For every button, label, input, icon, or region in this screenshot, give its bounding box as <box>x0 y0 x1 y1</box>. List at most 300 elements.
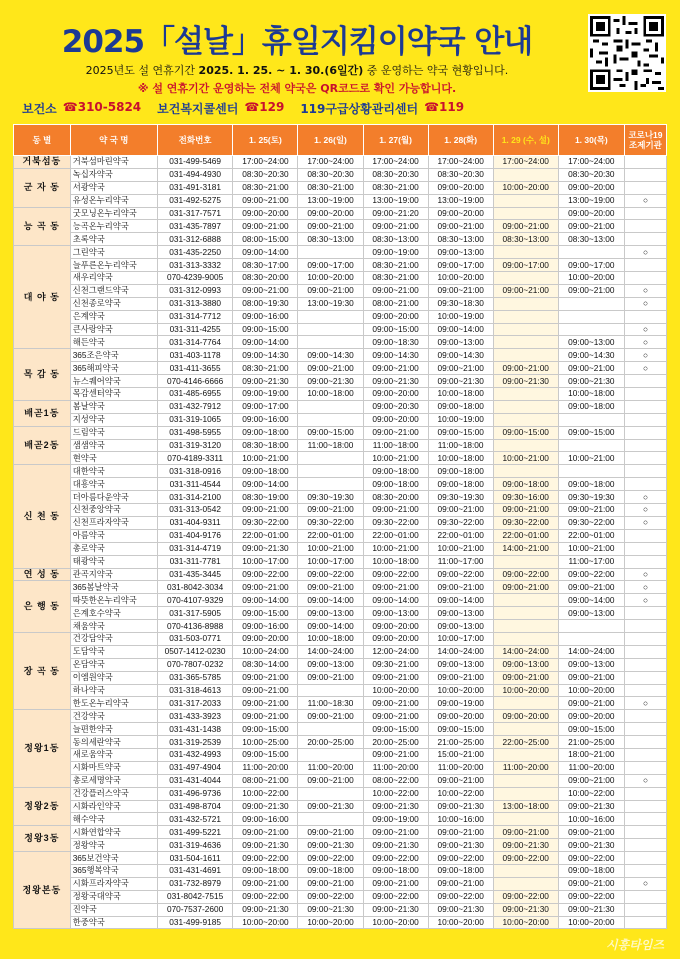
jan25-cell: 08:00~15:00 <box>233 233 298 246</box>
jan29-cell: 10:00~20:00 <box>493 684 558 697</box>
jan25-cell: 09:00~21:30 <box>233 839 298 852</box>
table-row <box>14 852 667 865</box>
phone-cell[interactable]: 031-498-5955 <box>157 426 233 439</box>
dong-cell: 은 행 동 <box>14 581 71 633</box>
jan30-cell <box>558 413 624 426</box>
contact-tel-119[interactable]: ☎119 <box>424 100 465 114</box>
table-row <box>14 710 667 723</box>
phone-cell[interactable]: 031-492-5275 <box>157 194 233 207</box>
jan30-cell: 09:00~21:00 <box>558 581 624 594</box>
phone-cell[interactable]: 031-432-4993 <box>157 748 233 761</box>
phone-cell[interactable]: 031-319-4636 <box>157 839 233 852</box>
jan30-cell: 09:00~20:00 <box>558 207 624 220</box>
covid-cell <box>624 400 666 413</box>
jan28-cell: 10:00~21:00 <box>428 542 493 555</box>
jan29-cell <box>493 877 558 890</box>
jan27-cell: 09:00~21:00 <box>363 581 428 594</box>
jan25-cell: 10:00~21:00 <box>233 452 298 465</box>
phone-cell[interactable]: 031-431-4044 <box>157 774 233 787</box>
jan30-cell: 10:00~20:00 <box>558 916 624 929</box>
table-row <box>14 426 667 439</box>
header-jan29: 1. 29 (수, 설) <box>493 125 558 156</box>
jan27-cell: 09:00~21:00 <box>363 426 428 439</box>
phone-cell[interactable]: 031-317-5905 <box>157 607 233 620</box>
jan28-cell: 09:00~21:00 <box>428 220 493 233</box>
jan28-cell: 09:00~21:00 <box>428 581 493 594</box>
phone-cell[interactable]: 031-499-5469 <box>157 156 233 169</box>
jan29-cell: 14:00~21:00 <box>493 542 558 555</box>
jan30-cell: 10:00~16:00 <box>558 813 624 826</box>
jan27-cell: 09:00~20:00 <box>363 310 428 323</box>
table-row <box>14 555 667 568</box>
jan30-cell <box>558 323 624 336</box>
jan28-cell: 09:00~19:00 <box>428 697 493 710</box>
jan29-cell: 09:00~21:00 <box>493 284 558 297</box>
jan28-cell: 09:00~18:00 <box>428 400 493 413</box>
jan26-cell: 09:00~13:00 <box>298 658 363 671</box>
pharmacy-name-cell: 뉴스퀘어약국 <box>70 375 157 388</box>
jan25-cell: 09:00~14:00 <box>233 336 298 349</box>
table-header <box>14 125 667 156</box>
jan28-cell: 09:00~21:30 <box>428 839 493 852</box>
jan25-cell: 09:00~21:00 <box>233 697 298 710</box>
subtitle-period: 2025. 1. 25. ~ 1. 30.(6일간) <box>198 64 364 77</box>
pharmacy-name-cell: 초록약국 <box>70 233 157 246</box>
jan30-cell: 09:00~21:00 <box>558 504 624 517</box>
covid-cell <box>624 761 666 774</box>
pharmacy-name-cell: 365조은약국 <box>70 349 157 362</box>
phone-cell[interactable]: 031-312-6888 <box>157 233 233 246</box>
table-row <box>14 336 667 349</box>
jan28-cell: 09:30~19:30 <box>428 491 493 504</box>
jan29-cell <box>493 787 558 800</box>
table-row <box>14 220 667 233</box>
jan28-cell: 09:00~14:00 <box>428 594 493 607</box>
jan29-cell <box>493 388 558 401</box>
pharmacy-name-cell: 365해피약국 <box>70 362 157 375</box>
table-row <box>14 439 667 452</box>
covid-cell <box>624 542 666 555</box>
jan28-cell: 13:00~19:00 <box>428 194 493 207</box>
jan26-cell: 09:00~21:00 <box>298 774 363 787</box>
jan30-cell: 09:00~18:00 <box>558 864 624 877</box>
phone-cell[interactable]: 031-503-0771 <box>157 632 233 645</box>
phone-cell[interactable]: 031-435-7897 <box>157 220 233 233</box>
jan30-cell: 21:00~25:00 <box>558 736 624 749</box>
contact-tel-welfare-call[interactable]: ☎129 <box>244 100 285 114</box>
phone-cell[interactable]: 031-8042-7515 <box>157 890 233 903</box>
covid-cell <box>624 452 666 465</box>
covid-cell: ○ <box>624 246 666 259</box>
phone-cell[interactable]: 031-497-4904 <box>157 761 233 774</box>
page-title: 2025「설날」휴일지킴이약국 안내 <box>61 24 533 60</box>
jan27-cell: 09:00~18:00 <box>363 864 428 877</box>
jan25-cell: 09:00~15:00 <box>233 323 298 336</box>
jan28-cell: 09:30~18:30 <box>428 297 493 310</box>
jan28-cell: 10:00~19:00 <box>428 310 493 323</box>
jan26-cell: 09:00~21:00 <box>298 826 363 839</box>
jan30-cell: 10:00~22:00 <box>558 787 624 800</box>
dong-cell: 정왕3동 <box>14 826 71 852</box>
table-row <box>14 168 667 181</box>
jan28-cell: 09:00~21:30 <box>428 903 493 916</box>
jan26-cell: 09:30~19:30 <box>298 491 363 504</box>
phone-cell[interactable]: 031-431-1438 <box>157 723 233 736</box>
dong-cell: 거북섬동 <box>14 156 71 169</box>
jan26-cell <box>298 787 363 800</box>
jan27-cell: 09:00~21:00 <box>363 284 428 297</box>
jan27-cell: 10:00~22:00 <box>363 787 428 800</box>
jan25-cell: 09:00~22:00 <box>233 852 298 865</box>
jan30-cell: 09:30~22:00 <box>558 516 624 529</box>
jan26-cell: 11:00~18:00 <box>298 439 363 452</box>
jan26-cell: 11:00~20:00 <box>298 761 363 774</box>
jan29-cell <box>493 413 558 426</box>
jan29-cell <box>493 246 558 259</box>
table-row <box>14 233 667 246</box>
jan28-cell: 09:00~21:30 <box>428 375 493 388</box>
phone-cell[interactable]: 031-319-1065 <box>157 413 233 426</box>
jan26-cell: 09:00~22:00 <box>298 852 363 865</box>
jan30-cell <box>558 439 624 452</box>
jan25-cell: 09:00~20:00 <box>233 207 298 220</box>
jan25-cell: 09:00~21:00 <box>233 684 298 697</box>
phone-cell[interactable]: 070-4189-3311 <box>157 452 233 465</box>
pharmacy-name-cell: 채움약국 <box>70 620 157 633</box>
jan27-cell: 09:00~20:30 <box>363 400 428 413</box>
pharmacy-name-cell: 은계호수약국 <box>70 607 157 620</box>
phone-cell[interactable]: 031-313-0542 <box>157 504 233 517</box>
jan26-cell: 09:00~21:00 <box>298 671 363 684</box>
covid-cell <box>624 748 666 761</box>
table-row <box>14 671 667 684</box>
pharmacy-name-cell: 유성온누리약국 <box>70 194 157 207</box>
jan28-cell: 09:00~14:00 <box>428 323 493 336</box>
covid-cell <box>624 671 666 684</box>
jan26-cell <box>298 452 363 465</box>
table-row <box>14 620 667 633</box>
phone-cell[interactable]: 031-403-1178 <box>157 349 233 362</box>
jan27-cell: 09:30~22:00 <box>363 516 428 529</box>
pharmacy-name-cell: 큰사랑약국 <box>70 323 157 336</box>
jan28-cell: 09:00~20:00 <box>428 207 493 220</box>
pharmacy-name-cell: 대흥약국 <box>70 478 157 491</box>
phone-cell[interactable]: 031-313-3880 <box>157 297 233 310</box>
phone-cell[interactable]: 031-365-5785 <box>157 671 233 684</box>
phone-cell[interactable]: 031-498-8704 <box>157 800 233 813</box>
jan27-cell: 09:00~21:00 <box>363 748 428 761</box>
jan26-cell: 10:00~20:00 <box>298 272 363 285</box>
jan25-cell: 09:00~20:00 <box>233 632 298 645</box>
jan29-cell <box>493 336 558 349</box>
phone-cell[interactable]: 031-311-4544 <box>157 478 233 491</box>
pharmacy-name-cell: 서광약국 <box>70 181 157 194</box>
table-row <box>14 774 667 787</box>
jan25-cell: 09:00~21:00 <box>233 220 298 233</box>
phone-cell[interactable]: 031-317-7571 <box>157 207 233 220</box>
jan27-cell: 11:00~18:00 <box>363 439 428 452</box>
jan25-cell: 09:00~18:00 <box>233 465 298 478</box>
table-row <box>14 362 667 375</box>
table-row <box>14 607 667 620</box>
jan27-cell: 09:30~21:00 <box>363 658 428 671</box>
phone-cell[interactable]: 070-4107-9329 <box>157 594 233 607</box>
jan25-cell: 08:30~19:00 <box>233 491 298 504</box>
jan26-cell: 09:00~18:00 <box>298 864 363 877</box>
pharmacy-name-cell: 정왕국대약국 <box>70 890 157 903</box>
jan27-cell: 09:00~21:00 <box>363 504 428 517</box>
phone-cell[interactable]: 031-318-0916 <box>157 465 233 478</box>
jan27-cell: 09:00~22:00 <box>363 568 428 581</box>
pharmacy-name-cell: 그린약국 <box>70 246 157 259</box>
covid-cell <box>624 658 666 671</box>
phone-cell[interactable]: 031-433-3923 <box>157 710 233 723</box>
jan26-cell: 09:00~14:00 <box>298 620 363 633</box>
jan30-cell: 09:00~22:00 <box>558 890 624 903</box>
phone-cell[interactable]: 031-8042-3034 <box>157 581 233 594</box>
covid-cell <box>624 439 666 452</box>
jan29-cell: 09:00~17:00 <box>493 259 558 272</box>
covid-cell: ○ <box>624 504 666 517</box>
phone-cell[interactable]: 070-7807-0232 <box>157 658 233 671</box>
jan27-cell: 09:00~21:20 <box>363 207 428 220</box>
jan26-cell: 14:00~24:00 <box>298 645 363 658</box>
covid-cell <box>624 903 666 916</box>
jan28-cell: 22:00~01:00 <box>428 529 493 542</box>
phone-cell[interactable]: 031-494-4930 <box>157 168 233 181</box>
jan30-cell: 09:00~22:00 <box>558 852 624 865</box>
jan30-cell: 09:00~21:30 <box>558 800 624 813</box>
jan28-cell: 08:30~13:00 <box>428 233 493 246</box>
table-row <box>14 465 667 478</box>
jan27-cell: 09:00~21:30 <box>363 903 428 916</box>
jan25-cell: 09:00~15:00 <box>233 607 298 620</box>
covid-cell: ○ <box>624 284 666 297</box>
pharmacy-name-cell: 시화연합약국 <box>70 826 157 839</box>
phone-cell[interactable]: 070-4136-8988 <box>157 620 233 633</box>
table-row <box>14 156 667 169</box>
jan29-cell <box>493 439 558 452</box>
jan30-cell: 09:00~20:00 <box>558 181 624 194</box>
jan28-cell: 08:30~20:30 <box>428 168 493 181</box>
jan27-cell: 09:00~14:00 <box>363 594 428 607</box>
jan26-cell: 09:00~22:00 <box>298 890 363 903</box>
jan30-cell: 09:30~19:30 <box>558 491 624 504</box>
pharmacy-name-cell: 더아름다운약국 <box>70 491 157 504</box>
jan29-cell <box>493 697 558 710</box>
phone-cell[interactable]: 031-312-0993 <box>157 284 233 297</box>
jan30-cell: 14:00~24:00 <box>558 645 624 658</box>
jan27-cell: 08:00~22:00 <box>363 774 428 787</box>
jan29-cell: 09:00~22:00 <box>493 568 558 581</box>
covid-cell: ○ <box>624 568 666 581</box>
phone-cell[interactable]: 031-485-6955 <box>157 388 233 401</box>
phone-cell[interactable]: 031-431-4691 <box>157 864 233 877</box>
jan26-cell <box>298 723 363 736</box>
covid-cell: ○ <box>624 516 666 529</box>
jan27-cell: 12:00~24:00 <box>363 645 428 658</box>
phone-cell[interactable]: 031-314-7712 <box>157 310 233 323</box>
jan26-cell: 09:30~22:00 <box>298 516 363 529</box>
pharmacy-name-cell: 샘샘약국 <box>70 439 157 452</box>
phone-cell[interactable]: 031-319-3120 <box>157 439 233 452</box>
jan28-cell: 09:00~13:00 <box>428 246 493 259</box>
header-jan25: 1. 25(토) <box>233 125 298 156</box>
phone-cell[interactable]: 031-404-9311 <box>157 516 233 529</box>
jan25-cell: 08:30~17:00 <box>233 259 298 272</box>
jan25-cell: 10:00~25:00 <box>233 736 298 749</box>
phone-cell[interactable]: 0507-1412-0230 <box>157 645 233 658</box>
watermark-logo: 시흥타임즈 <box>606 938 664 952</box>
jan28-cell: 09:00~15:00 <box>428 723 493 736</box>
jan29-cell: 09:30~16:00 <box>493 491 558 504</box>
table-row <box>14 297 667 310</box>
pharmacy-name-cell: 봄날약국 <box>70 400 157 413</box>
covid-cell <box>624 207 666 220</box>
jan30-cell: 11:00~20:00 <box>558 761 624 774</box>
jan30-cell: 10:00~21:00 <box>558 542 624 555</box>
pharmacy-name-cell: 은계약국 <box>70 310 157 323</box>
phone-cell[interactable]: 031-499-5221 <box>157 826 233 839</box>
jan29-cell: 09:00~21:30 <box>493 375 558 388</box>
covid-cell <box>624 259 666 272</box>
dong-cell: 대 야 동 <box>14 246 71 349</box>
covid-cell: ○ <box>624 336 666 349</box>
jan27-cell: 09:00~13:00 <box>363 607 428 620</box>
jan26-cell: 09:00~21:00 <box>298 220 363 233</box>
pharmacy-name-cell: 건강플러스약국 <box>70 787 157 800</box>
jan30-cell: 09:00~21:00 <box>558 284 624 297</box>
jan29-cell <box>493 207 558 220</box>
jan30-cell <box>558 297 624 310</box>
phone-cell[interactable]: 031-404-9176 <box>157 529 233 542</box>
phone-cell[interactable]: 031-435-2250 <box>157 246 233 259</box>
table-row <box>14 259 667 272</box>
phone-cell[interactable]: 031-318-4613 <box>157 684 233 697</box>
phone-cell[interactable]: 031-313-3332 <box>157 259 233 272</box>
phone-cell[interactable]: 031-432-7912 <box>157 400 233 413</box>
jan25-cell: 08:00~21:00 <box>233 774 298 787</box>
jan28-cell: 17:00~24:00 <box>428 156 493 169</box>
covid-cell <box>624 839 666 852</box>
jan30-cell: 09:00~15:00 <box>558 723 624 736</box>
jan25-cell: 09:00~16:00 <box>233 813 298 826</box>
jan26-cell: 10:00~21:00 <box>298 542 363 555</box>
jan29-cell: 09:00~21:30 <box>493 839 558 852</box>
phone-cell[interactable]: 031-311-7781 <box>157 555 233 568</box>
jan30-cell <box>558 620 624 633</box>
jan28-cell: 09:00~20:00 <box>428 710 493 723</box>
pharmacy-name-cell: 신천그랜드약국 <box>70 284 157 297</box>
jan27-cell: 08:30~21:00 <box>363 272 428 285</box>
contact-name-health-center: 보건소 <box>22 102 57 116</box>
qr-notice: ※ 설 연휴기간 운영하는 전체 약국은 QR코드로 확인 가능합니다. <box>137 82 457 95</box>
covid-cell <box>624 413 666 426</box>
phone-cell[interactable]: 031-435-3445 <box>157 568 233 581</box>
table-body <box>14 156 667 929</box>
jan28-cell: 10:00~18:00 <box>428 452 493 465</box>
covid-cell <box>624 800 666 813</box>
phone-cell[interactable]: 031-491-3181 <box>157 181 233 194</box>
jan27-cell: 08:30~20:00 <box>363 491 428 504</box>
jan26-cell: 09:00~21:00 <box>298 581 363 594</box>
table-row <box>14 310 667 323</box>
table-row <box>14 349 667 362</box>
jan25-cell: 09:00~14:30 <box>233 349 298 362</box>
jan29-cell: 09:00~21:30 <box>493 903 558 916</box>
phone-cell[interactable]: 031-314-4719 <box>157 542 233 555</box>
jan28-cell: 11:00~18:00 <box>428 439 493 452</box>
phone-cell[interactable]: 070-7537-2600 <box>157 903 233 916</box>
phone-cell[interactable]: 031-317-2033 <box>157 697 233 710</box>
phone-cell[interactable]: 031-432-5721 <box>157 813 233 826</box>
jan25-cell: 08:30~14:00 <box>233 658 298 671</box>
jan30-cell: 09:00~13:00 <box>558 658 624 671</box>
phone-cell[interactable]: 070-4239-9005 <box>157 272 233 285</box>
phone-cell[interactable]: 031-499-9185 <box>157 916 233 929</box>
pharmacy-name-cell: 늘푸른온누리약국 <box>70 259 157 272</box>
jan26-cell: 09:00~21:00 <box>298 504 363 517</box>
pharmacy-name-cell: 신천프라자약국 <box>70 516 157 529</box>
phone-cell[interactable]: 031-411-3655 <box>157 362 233 375</box>
jan25-cell: 09:00~21:00 <box>233 710 298 723</box>
dong-cell: 연 성 동 <box>14 568 71 581</box>
phone-cell[interactable]: 031-314-7764 <box>157 336 233 349</box>
phone-cell[interactable]: 031-319-2539 <box>157 736 233 749</box>
covid-cell: ○ <box>624 594 666 607</box>
jan29-cell: 22:00~25:00 <box>493 736 558 749</box>
jan25-cell: 08:30~18:00 <box>233 439 298 452</box>
phone-cell[interactable]: 031-496-9736 <box>157 787 233 800</box>
subtitle-tail: 중 운영하는 약국 현황입니다. <box>363 64 509 77</box>
phone-cell[interactable]: 070-4146-6666 <box>157 375 233 388</box>
pharmacy-schedule-table <box>13 124 667 929</box>
jan30-cell: 09:00~22:00 <box>558 568 624 581</box>
jan28-cell: 10:00~20:00 <box>428 916 493 929</box>
jan27-cell: 09:00~19:00 <box>363 813 428 826</box>
jan30-cell: 17:00~24:00 <box>558 156 624 169</box>
jan26-cell: 09:00~21:00 <box>298 710 363 723</box>
contact-tel-health-center[interactable]: ☎310-5824 <box>62 100 142 114</box>
jan26-cell: 09:00~21:30 <box>298 839 363 852</box>
phone-cell[interactable]: 031-504-1611 <box>157 852 233 865</box>
jan30-cell: 09:00~18:00 <box>558 400 624 413</box>
covid-cell <box>624 388 666 401</box>
jan27-cell: 09:00~20:00 <box>363 632 428 645</box>
table-row <box>14 903 667 916</box>
jan28-cell: 09:00~18:00 <box>428 864 493 877</box>
jan29-cell: 09:00~22:00 <box>493 852 558 865</box>
pharmacy-name-cell: 따뜻한온누리약국 <box>70 594 157 607</box>
jan29-cell <box>493 555 558 568</box>
jan25-cell: 09:00~17:00 <box>233 400 298 413</box>
phone-cell[interactable]: 031-314-2100 <box>157 491 233 504</box>
table-row <box>14 800 667 813</box>
covid-cell: ○ <box>624 774 666 787</box>
jan29-cell: 10:00~20:00 <box>493 916 558 929</box>
jan28-cell: 10:00~19:00 <box>428 413 493 426</box>
table-row <box>14 645 667 658</box>
phone-cell[interactable]: 031-732-8979 <box>157 877 233 890</box>
pharmacy-name-cell: 총로세명약국 <box>70 774 157 787</box>
jan26-cell: 10:00~17:00 <box>298 555 363 568</box>
jan28-cell: 10:00~18:00 <box>428 388 493 401</box>
pharmacy-name-cell: 관곡지약국 <box>70 568 157 581</box>
qr-code-icon[interactable] <box>588 14 666 92</box>
jan25-cell: 09:00~14:00 <box>233 478 298 491</box>
table-row <box>14 478 667 491</box>
phone-cell[interactable]: 031-311-4255 <box>157 323 233 336</box>
